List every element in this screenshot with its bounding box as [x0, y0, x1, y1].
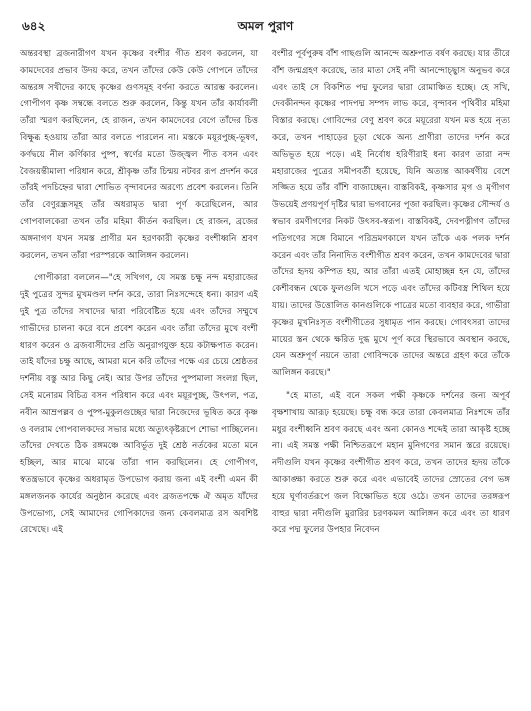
- paragraph: "হে মাতা, এই বনে সকল পক্ষী কৃষ্ণকে দর্শনের জন্য অপূর্ব বৃক্ষশাখায় আরূঢ় হয়েছে। চক্ষু বন্ধ করে তারা কেবলমাত্র নিঃশব্দে তাঁর মধুর বংশীধ্বনি শ্রবণ করছে এবং অন্য কোনও শব্দেই তারা আকৃষ্ট হচ্ছে না। এই সমস্ত পক্ষী নিশ্চিতরূপে মহান মুনিগণের সমান স্তরে রয়েছে। নদীগুলি যখন কৃষ্ণের বংশীগীত শ্রবণ করে, তখন তাদের হৃদয় তাঁকে আকাঙ্ক্ষা করতে শুরু করে এবং এভাবেই তাদের স্রোতের বেগ ভঙ্গ হয়ে ঘূর্ণাবর্তরূপে জল বিক্ষোভিত হয়ে ওঠে। তখন তাদের তরঙ্গরূপ বাহুর দ্বারা নদীগুলি মুরারির চরণকমল আলিঙ্গন করে এবং তা ধারণ করে পদ্ম ফুলের উপহার নিবেদন: [272, 390, 510, 536]
- paragraph: গোপীকারা বললেন—"হে সখিগণ, যে সমস্ত চক্ষু নন্দ মহারাজের দুই পুত্রের সুন্দর মুখমণ্ডল দর্শন করে, তারা নিঃসন্দেহে ধন্য। কারণ এই দুই পুত্র তাঁদের সখাদের দ্বারা পরিবেষ্টিত হয়ে এবং তাঁদের সম্মুখে গাভীদের চালনা করে বনে প্রবেশ করেন এবং তাঁরা তাঁদের মুখে বংশী ধারণ করেন ও ব্রজবাসীদের প্রতি অনুরাগযুক্ত হয়ে কটাক্ষপাত করেন। তাই যাঁদের চক্ষু আছে, আমরা মনে করি তাঁদের পক্ষে এর চেয়ে শ্রেষ্ঠতর দর্শনীয় বস্তু আর কিছু নেই। আর উপর তাঁদের পুষ্পমালা সংলগ্ন ছিল, সেই মনোরম বিচিত্র বসন পরিধান করে এবং ময়ূরপুচ্ছ, উৎপল, পত্র, নবীন আম্রপল্লব ও পুষ্প-মুকুলগুচ্ছের দ্বারা নিজেদের ভূষিত করে কৃষ্ণ ও বলরাম গোপবালকদের সভার মধ্যে অত্যুৎকৃষ্টরূপে শোভা পাচ্ছিলেন। তাঁদের দেখতে ঠিক রঙ্গমঞ্চে আবির্ভূত দুই শ্রেষ্ঠ নর্তকের মতো মনে হচ্ছিল, আর মাঝে মাঝে তাঁরা গান করছিলেন। হে গোপীগণ, স্বতন্ত্রভাবে কৃষ্ণের অধরামৃত উপভোগ করায় জন্য এই বংশী এমন কী মঙ্গলজনক কার্যের অনুষ্ঠান করেছে এবং ব্রজতপক্ষে ঐ অমৃত যাঁদের উপভোগ্য, সেই আমাদের গোপিকাদের জন্য কেবলমাত্র রস অবশিষ্ট রেখেছে। এই: [20, 273, 258, 536]
- text-columns: [20, 46, 511, 706]
- running-title: অমল পুরাণ: [237, 19, 294, 33]
- paragraph: বংশীর পূর্বপুরুষ বাঁশ গাছগুলি আনন্দে অশ্রুপাত বর্ষণ করছে। যার তীরে বাঁশ জন্মগ্রহণ করেছে, তার মাতা সেই নদী আনন্দোচ্ছ্বাস অনুভব করে এবং তাই সে বিকশিত পদ্ম ফুলের দ্বারা রোমাঞ্চিত হচ্ছে। হে সখি, দেবকীনন্দন কৃষ্ণের পাদপদ্ম সম্পদ লাভ করে, বৃন্দাবন পৃথিবীর মহিমা বিস্তার করছে। গোবিন্দের বেণু শ্রবণ করে ময়ূরেরা যখন মত্ত হয়ে নৃত্য করে, তখন পাহাড়ের চূড়া থেকে অন্য প্রাণীরা তাদের দর্শন করে অভিভূত হয়ে পড়ে। এই নির্বোধ হরিণীরাই ধন্য কারণ তারা নন্দ মহারাজের পুত্রের সমীপবর্তী হয়েছে, যিনি অত্যন্ত আকর্ষণীয় বেশে সজ্জিত হয়ে তাঁর বাঁশি বাজাচ্ছেন। বাস্তবিকই, কৃষ্ণসার মৃগ ও মৃগীগণ উভয়েই প্রণয়পূর্ণ দৃষ্টির দ্বারা ভগবানের পূজা করছিল। কৃষ্ণের সৌন্দর্য ও স্বভাব রমণীগণের নিকট উৎসব-স্বরূপ। বাস্তবিকই, দেবপত্নীগণ তাঁদের পতিগণের সঙ্গে বিমানে পরিভ্রমণকালে যখন তাঁকে এক পলক দর্শন করেন এবং তাঁর নিনাদিত বংশীগীত শ্রবণ করেন, তখন কামদেবের দ্বারা তাঁদের হৃদয় কম্পিত হয়, আর তাঁরা এতই মোহাচ্ছন্ন হন যে, তাঁদের কেশীবন্ধন থেকে ফুলগুলি খসে পড়ে এবং তাঁদের কটিবস্ত্র শিথিল হয়ে যায়। তাদের উত্তোলিত কানগুলিকে পাত্রের মতো ব্যবহার করে, গাভীরা কৃষ্ণের মুখনিঃসৃত বংশীগীতের সুধামৃত পান করছে। গোবৎসরা তাদের মায়ের স্তন থেকে ক্ষরিত দুগ্ধ মুখে পূর্ণ করে স্থিরভাবে অবস্থান করছে, যেন অশ্রুপূর্ণ নয়নে তারা গোবিন্দকে তাদের অন্তরে গ্রহণ করে তাঁকে আলিঙ্গন করছে।": [272, 49, 510, 379]
- right-column: [272, 46, 510, 706]
- paragraph: অন্তরবস্থা ব্রজনারীগণ যখন কৃষ্ণের বংশীর গীত শ্রবণ করলেন, যা কামদেবের প্রভাব উদয় করে, তখন তাঁদের কেউ কেউ গোপনে তাঁদের অন্তরঙ্গ সখীদের কাছে কৃষ্ণের গুণসমূহ বর্ণনা করতে আরম্ভ করলেন। গোপীগণ কৃষ্ণ সম্বন্ধে বলতে শুরু করলেন, কিন্তু যখন তাঁর কার্যাবলী তাঁরা স্মরণ করছিলেন, হে রাজন, তখন কামদেবের বেগে তাঁদের চিত্ত বিক্ষুব্ধ হওয়ায় তাঁরা আর বলতে পারলেন না। মস্তকে ময়ূরপুচ্ছ-ভূষণ, কর্ণদ্বয়ে নীল কর্ণিকার পুষ্প, স্বর্ণের মতো উজ্জ্বল পীত বসন এবং বৈজয়ন্তীমালা পরিধান করে, শ্রীকৃষ্ণ তাঁর চিন্ময় নটবর রূপ প্রদর্শন করে তাঁরই পদচিহ্নের দ্বারা শোভিত বৃন্দাবনের অরণ্যে প্রবেশ করলেন। তিনি তাঁর বেণুরন্ধ্রসমূহ তাঁর অধরামৃত দ্বারা পূর্ণ করেছিলেন, আর গোপবালকেরা তখন তাঁর মহিমা কীর্তন করছিল। হে রাজন, ব্রজের অঙ্গনাগণ যখন সমস্ত প্রাণীর মন হরণকারী কৃষ্ণের বংশীধ্বনি শ্রবণ করলেন, তখন তাঁরা পরস্পরকে আলিঙ্গন করলেন।: [20, 49, 258, 261]
- page-number: ৬৪২: [22, 19, 46, 33]
- left-column: [20, 46, 258, 706]
- page-header: [20, 18, 511, 38]
